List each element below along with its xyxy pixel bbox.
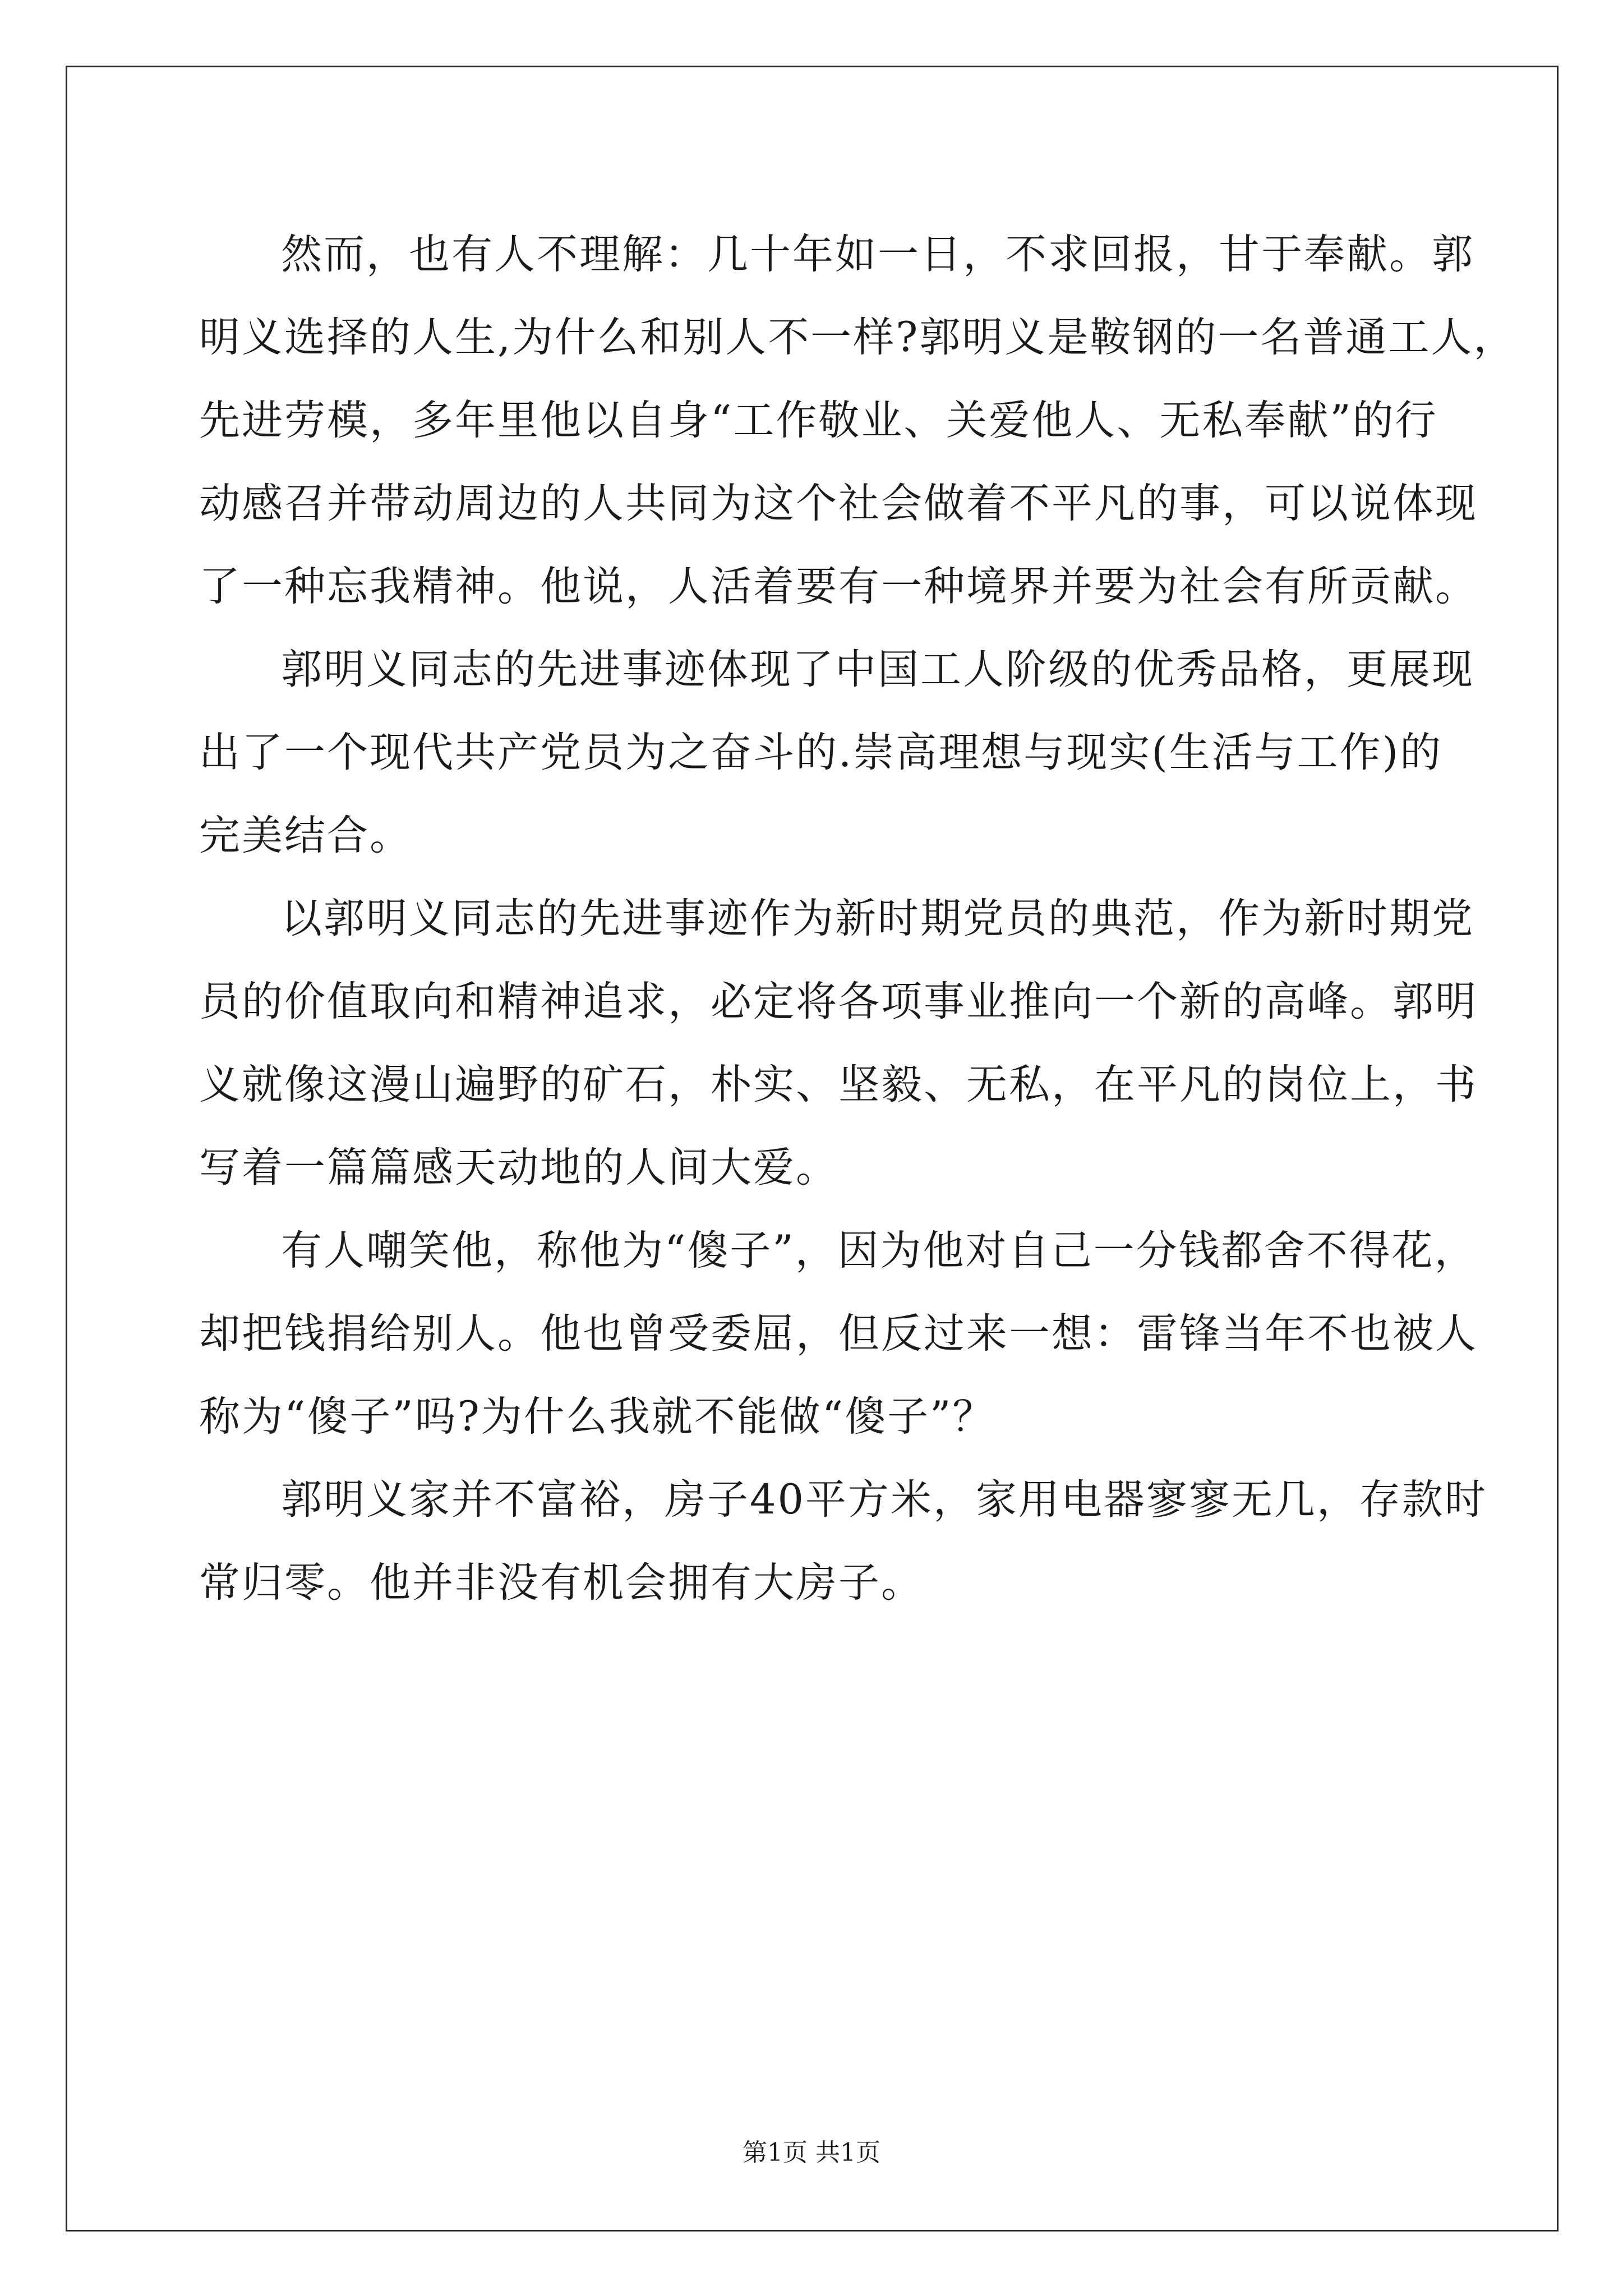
paragraph-3 <box>199 877 1478 1209</box>
paragraph-5 <box>199 1458 1487 1625</box>
text-line: 员的价值取向和精神追求，必定将各项事业推向一个新的高峰。郭明 <box>199 978 1478 1025</box>
paragraph-4 <box>199 1209 1478 1458</box>
text-line: 动感召并带动周边的人共同为这个社会做着不平凡的事，可以说体现 <box>199 480 1478 527</box>
text-line: 出了一个现代共产党员为之奋斗的.崇高理想与现实(生活与工作)的 <box>199 729 1443 776</box>
text-line: 先进劳模，多年里他以自身“工作敬业、关爱他人、无私奉献”的行 <box>199 397 1438 444</box>
text-line: 却把钱捐给别人。他也曾受委屈，但反过来一想：雷锋当年不也被人 <box>199 1310 1478 1358</box>
text-line: 以郭明义同志的先进事迹作为新时期党员的典范，作为新时期党 <box>281 895 1474 942</box>
page-number-footer: 第1页 共1页 <box>743 2138 880 2167</box>
text-line: 郭明义同志的先进事迹体现了中国工人阶级的优秀品格，更展现 <box>281 646 1474 693</box>
paragraph-2 <box>199 628 1474 877</box>
text-line: 明义选择的人生,为什么和别人不一样?郭明义是鞍钢的一名普通工人， <box>199 314 1516 361</box>
text-line: 常归零。他并非没有机会拥有大房子。 <box>199 1559 924 1607</box>
text-line: 称为“傻子”吗?为什么我就不能做“傻子”？ <box>199 1393 995 1441</box>
text-line: 有人嘲笑他，称他为“傻子”，因为他对自己一分钱都舍不得花， <box>281 1227 1477 1274</box>
text-line: 写着一篇篇感天动地的人间大爱。 <box>199 1144 838 1191</box>
text-line: 义就像这漫山遍野的矿石，朴实、坚毅、无私，在平凡的岗位上，书 <box>199 1061 1478 1108</box>
paragraph-1 <box>199 213 1516 628</box>
text-line: 然而，也有人不理解：几十年如一日，不求回报，甘于奉献。郭 <box>281 231 1474 278</box>
text-line: 了一种忘我精神。他说，人活着要有一种境界并要为社会有所贡献。 <box>199 563 1478 610</box>
document-body <box>199 213 1516 1625</box>
text-line: 郭明义家并不富裕，房子40平方米，家用电器寥寥无几，存款时 <box>281 1476 1487 1524</box>
text-line: 完美结合。 <box>199 812 412 859</box>
